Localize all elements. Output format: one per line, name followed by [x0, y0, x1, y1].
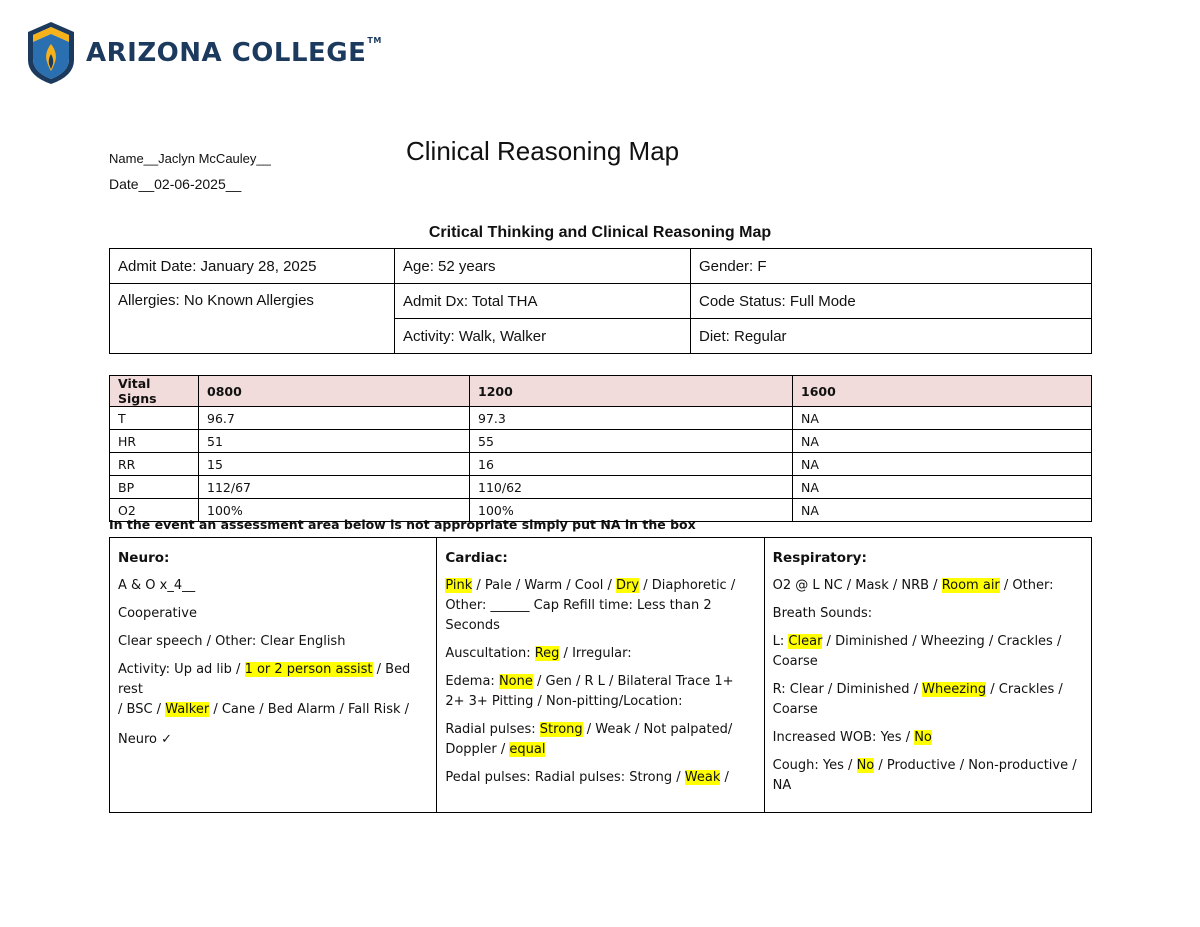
cardiac-edema: Edema: None / Gen / R L / Bilateral Trace 1+ 2+ 3+ Pitting / Non-pitting/Location: [445, 674, 734, 709]
resp-left-lung: L: Clear / Diminished / Wheezing / Crackles / Coarse [772, 634, 1062, 669]
vitals-header: 0800 [199, 376, 470, 407]
cardiac-auscultation: Auscultation: Reg / Irregular: [445, 646, 632, 661]
cardiac-section [437, 538, 764, 813]
resp-cough: Cough: Yes / No / Productive / Non-productive / NA [772, 758, 1077, 793]
vital-value: 100% [470, 499, 793, 522]
vital-label: BP [110, 476, 199, 499]
respiratory-heading: Respiratory: [772, 550, 867, 566]
college-logo [26, 20, 382, 86]
vital-value: 100% [199, 499, 470, 522]
resp-breath-sounds: Breath Sounds: [772, 606, 873, 621]
cardiac-heading: Cardiac: [445, 550, 508, 566]
table-row [110, 430, 1092, 453]
cardiac-pedal-pulses: Pedal pulses: Radial pulses: Strong / Weak / [445, 770, 729, 785]
admit-dx: Admit Dx: Total THA [395, 284, 691, 319]
document-date: Date__02-06-2025__ [109, 176, 242, 192]
neuro-orientation: A & O x_4__ [118, 578, 196, 593]
allergies: Allergies: No Known Allergies [110, 284, 395, 354]
table-row [110, 453, 1092, 476]
assessment-note: In the event an assessment area below is not appropriate simply put NA in the box [109, 517, 696, 532]
activity: Activity: Walk, Walker [395, 319, 691, 354]
neuro-section [110, 538, 437, 813]
vital-value: NA [793, 407, 1092, 430]
diet: Diet: Regular [691, 319, 1092, 354]
table-row [110, 476, 1092, 499]
neuro-mobility: / BSC / Walker / Cane / Bed Alarm / Fall Risk / [118, 702, 410, 717]
neuro-check: Neuro ✓ [118, 732, 172, 747]
page-title: Clinical Reasoning Map [406, 136, 680, 166]
vital-value: NA [793, 430, 1092, 453]
vital-value: 96.7 [199, 407, 470, 430]
map-title: Critical Thinking and Clinical Reasoning Map [428, 224, 772, 241]
neuro-activity: Activity: Up ad lib / 1 or 2 person assist / Bed rest [118, 662, 411, 697]
vital-signs-table [109, 375, 1092, 522]
cardiac-radial-pulses: Radial pulses: Strong / Weak / Not palpated/ Doppler / equal [445, 722, 733, 757]
vital-value: 97.3 [470, 407, 793, 430]
vital-value: 112/67 [199, 476, 470, 499]
age: Age: 52 years [395, 249, 691, 284]
resp-oxygen: O2 @ L NC / Mask / NRB / Room air / Other: [772, 578, 1054, 593]
vitals-header: 1200 [470, 376, 793, 407]
gender: Gender: F [691, 249, 1092, 284]
brand-name: ARIZONA COLLEGE™ [86, 36, 382, 68]
table-row [110, 407, 1092, 430]
neuro-heading: Neuro: [118, 550, 170, 566]
cardiac-skin: Pink / Pale / Warm / Cool / Dry / Diaphoretic / Other: ______ Cap Refill time: Less than 2 Seconds [445, 578, 736, 633]
vital-label: T [110, 407, 199, 430]
resp-wob: Increased WOB: Yes / No [772, 730, 932, 745]
assessment-table [109, 537, 1092, 813]
resp-right-lung: R: Clear / Diminished / Wheezing / Crackles / Coarse [772, 682, 1063, 717]
neuro-cooperative: Cooperative [118, 606, 197, 621]
student-name: Name__Jaclyn McCauley__ [109, 151, 271, 166]
vitals-header: 1600 [793, 376, 1092, 407]
admit-date: Admit Date: January 28, 2025 [110, 249, 395, 284]
vitals-header: Vital Signs [110, 376, 199, 407]
patient-info-table [109, 248, 1092, 354]
vital-label: HR [110, 430, 199, 453]
vital-value: NA [793, 476, 1092, 499]
vitals-header-row [110, 376, 1092, 407]
neuro-speech: Clear speech / Other: Clear English [118, 634, 346, 649]
vital-value: NA [793, 453, 1092, 476]
vital-value: 15 [199, 453, 470, 476]
vital-value: 16 [470, 453, 793, 476]
vital-label: RR [110, 453, 199, 476]
code-status: Code Status: Full Mode [691, 284, 1092, 319]
vital-value: NA [793, 499, 1092, 522]
vital-value: 110/62 [470, 476, 793, 499]
vital-value: 55 [470, 430, 793, 453]
vital-label: O2 [110, 499, 199, 522]
respiratory-section [764, 538, 1091, 813]
vital-value: 51 [199, 430, 470, 453]
shield-flame-icon [26, 20, 76, 86]
